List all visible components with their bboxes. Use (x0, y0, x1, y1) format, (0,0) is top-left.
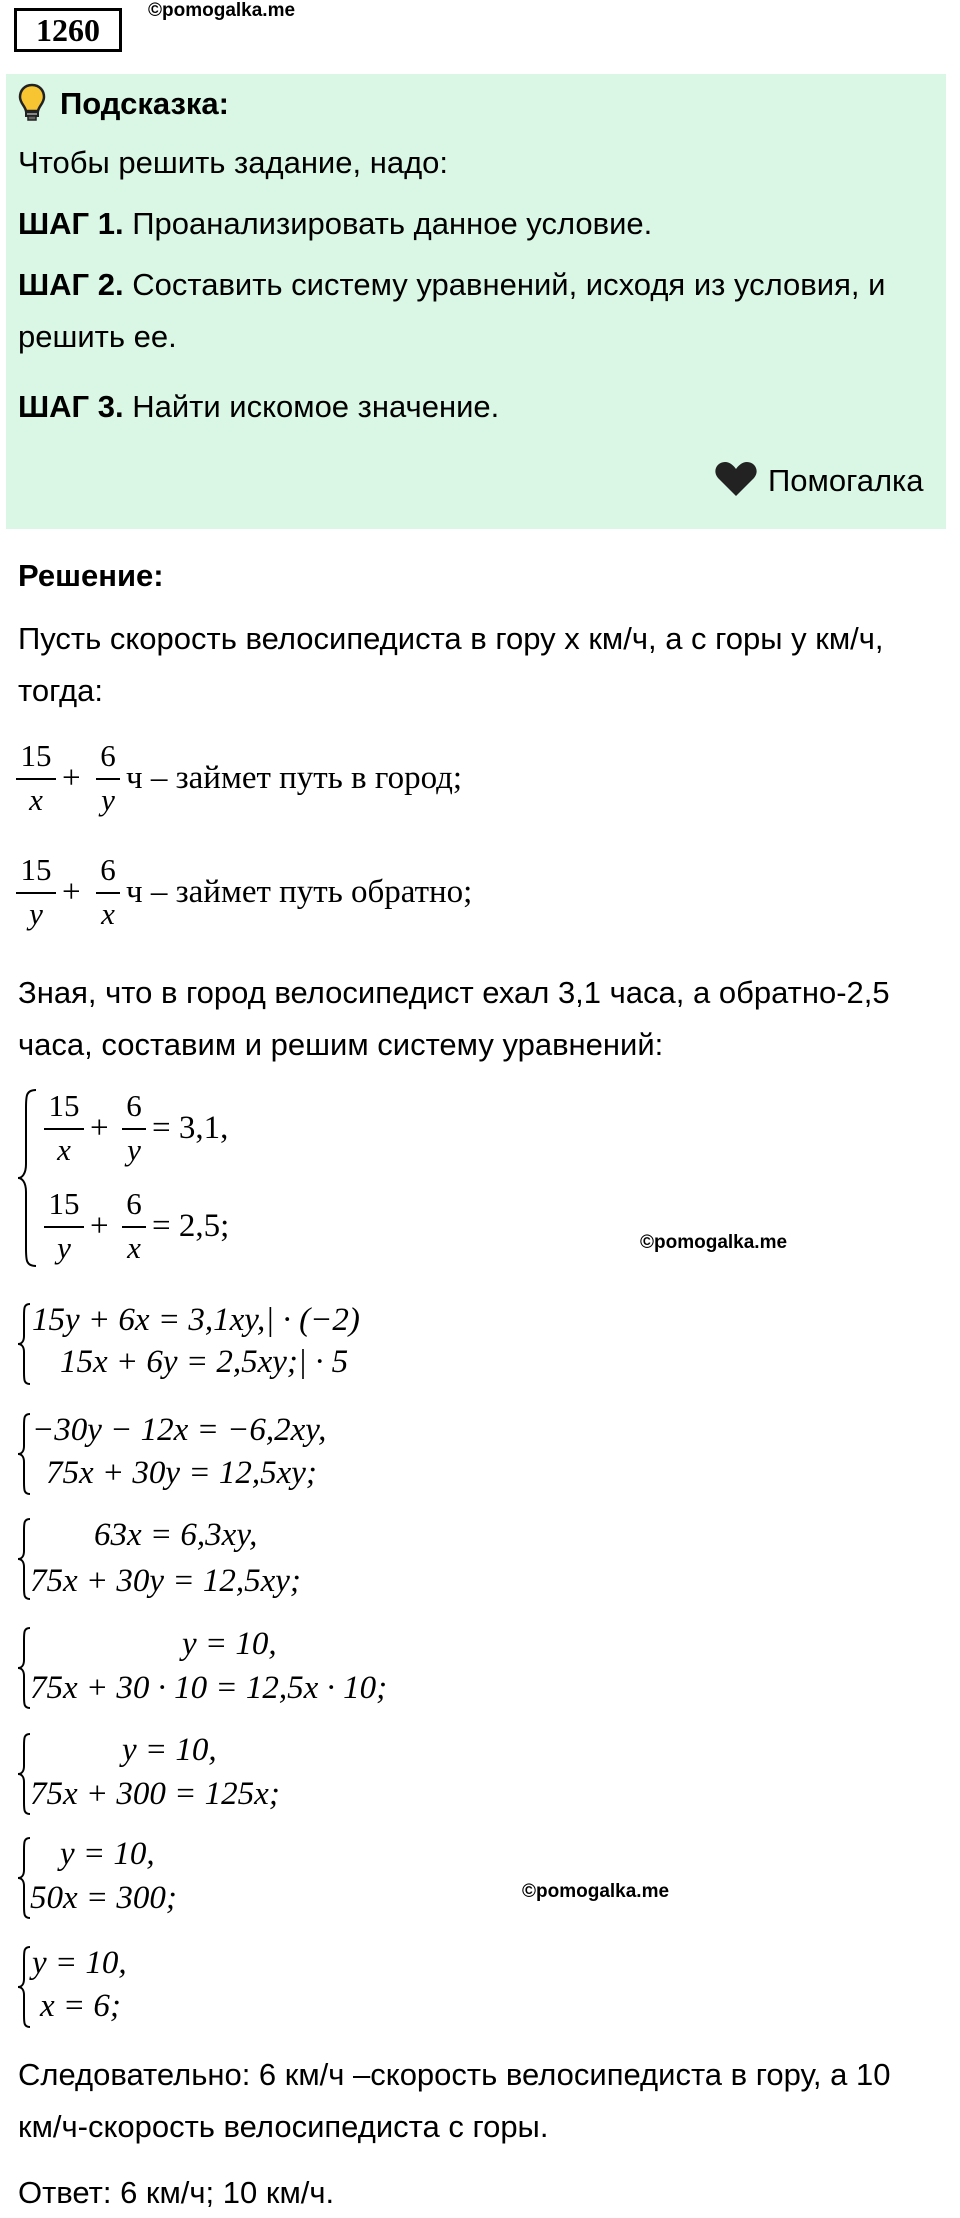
knowing-line-1: Зная, что в город велосипедист ехал 3,1 часа, а обратно-2,5 (18, 975, 890, 1010)
sys2-row2: 15x + 6y = 2,5xy;| · 5 (60, 1344, 349, 1380)
plus-sign: + (62, 760, 81, 796)
problem-number: 1260 (14, 8, 122, 52)
sys3-row1: −30y − 12x = −6,2xy, (32, 1412, 327, 1448)
intro-line-2: тогда: (18, 673, 103, 708)
sys2-row1: 15y + 6x = 3,1xy,| · (−2) (32, 1302, 360, 1338)
sys1-fraction-6-x: 6 x (122, 1186, 146, 1270)
sys4-row1: 63x = 6,3xy, (94, 1517, 258, 1553)
sys7-row1: y = 10, (60, 1836, 155, 1872)
watermark: ©pomogalka.me (640, 1232, 788, 1253)
expr1-tail: ч – займет путь в город; (126, 760, 463, 796)
step-1-label: ШАГ 1. (18, 206, 124, 241)
sys4-row2: 75x + 30y = 12,5xy; (30, 1563, 301, 1599)
plus-sign: + (90, 1208, 109, 1244)
step-1-text: Проанализировать данное условие. (132, 206, 653, 241)
plus-sign: + (62, 874, 81, 910)
intro-line-1: Пусть скорость велосипедиста в гору x км/ч, а с горы y км/ч, (18, 621, 884, 656)
heart-icon (714, 460, 758, 498)
hint-intro: Чтобы решить задание, надо: (18, 145, 449, 180)
sys1-row1-rhs: = 3,1, (152, 1110, 229, 1146)
sys6-row2: 75x + 300 = 125x; (30, 1776, 280, 1812)
sys6-row1: y = 10, (122, 1732, 217, 1768)
sys1-fraction-15-y: 15 y (44, 1186, 84, 1270)
sys3-row2: 75x + 30y = 12,5xy; (46, 1455, 317, 1491)
step-2-label: ШАГ 2. (18, 267, 124, 302)
sys1-fraction-6-y: 6 y (122, 1088, 146, 1172)
sys7-row2: 50x = 300; (30, 1880, 177, 1916)
hint-step-2 (18, 265, 885, 305)
sys8-row1: y = 10, (32, 1945, 127, 1981)
step-2-text: Составить систему уравнений, исходя из условия, и (132, 267, 886, 302)
watermark: ©pomogalka.me (522, 1881, 670, 1902)
hint-title: Подсказка: (60, 86, 229, 121)
fraction-15-x: 15 x (16, 738, 56, 822)
step-3-text: Найти искомое значение. (132, 389, 500, 424)
knowing-line-2: часа, составим и решим систему уравнений: (18, 1027, 664, 1062)
sys8-row2: x = 6; (40, 1988, 121, 2024)
conclusion-line-2: км/ч-скорость велосипедиста с горы. (18, 2109, 549, 2144)
sys5-row1: y = 10, (182, 1626, 277, 1662)
answer: Ответ: 6 км/ч; 10 км/ч. (18, 2175, 335, 2210)
sys5-row2: 75x + 30 · 10 = 12,5x · 10; (30, 1670, 388, 1706)
plus-sign: + (90, 1110, 109, 1146)
sys1-fraction-15-x: 15 x (44, 1088, 84, 1172)
expr2-tail: ч – займет путь обратно; (126, 874, 473, 910)
step-3-label: ШАГ 3. (18, 389, 124, 424)
hint-step-1 (18, 204, 652, 244)
fraction-6-y: 6 y (96, 738, 120, 822)
step-2-text-cont: решить ее. (18, 319, 177, 354)
copyright-text: ©pomogalka.me (148, 0, 296, 21)
fraction-15-y: 15 y (16, 852, 56, 936)
hint-step-3 (18, 387, 499, 427)
fraction-6-x: 6 x (96, 852, 120, 936)
system-brace (16, 1088, 38, 1268)
system-brace (16, 1412, 32, 1496)
system-brace (16, 1945, 32, 2029)
system-brace (16, 1302, 32, 1386)
conclusion-line-1: Следовательно: 6 км/ч –скорость велосипедиста в гору, а 10 (18, 2057, 891, 2092)
lightbulb-icon (18, 83, 46, 121)
brand-name: Помогалка (768, 463, 924, 498)
solution-title: Решение: (18, 558, 164, 593)
sys1-row2-rhs: = 2,5; (152, 1208, 230, 1244)
